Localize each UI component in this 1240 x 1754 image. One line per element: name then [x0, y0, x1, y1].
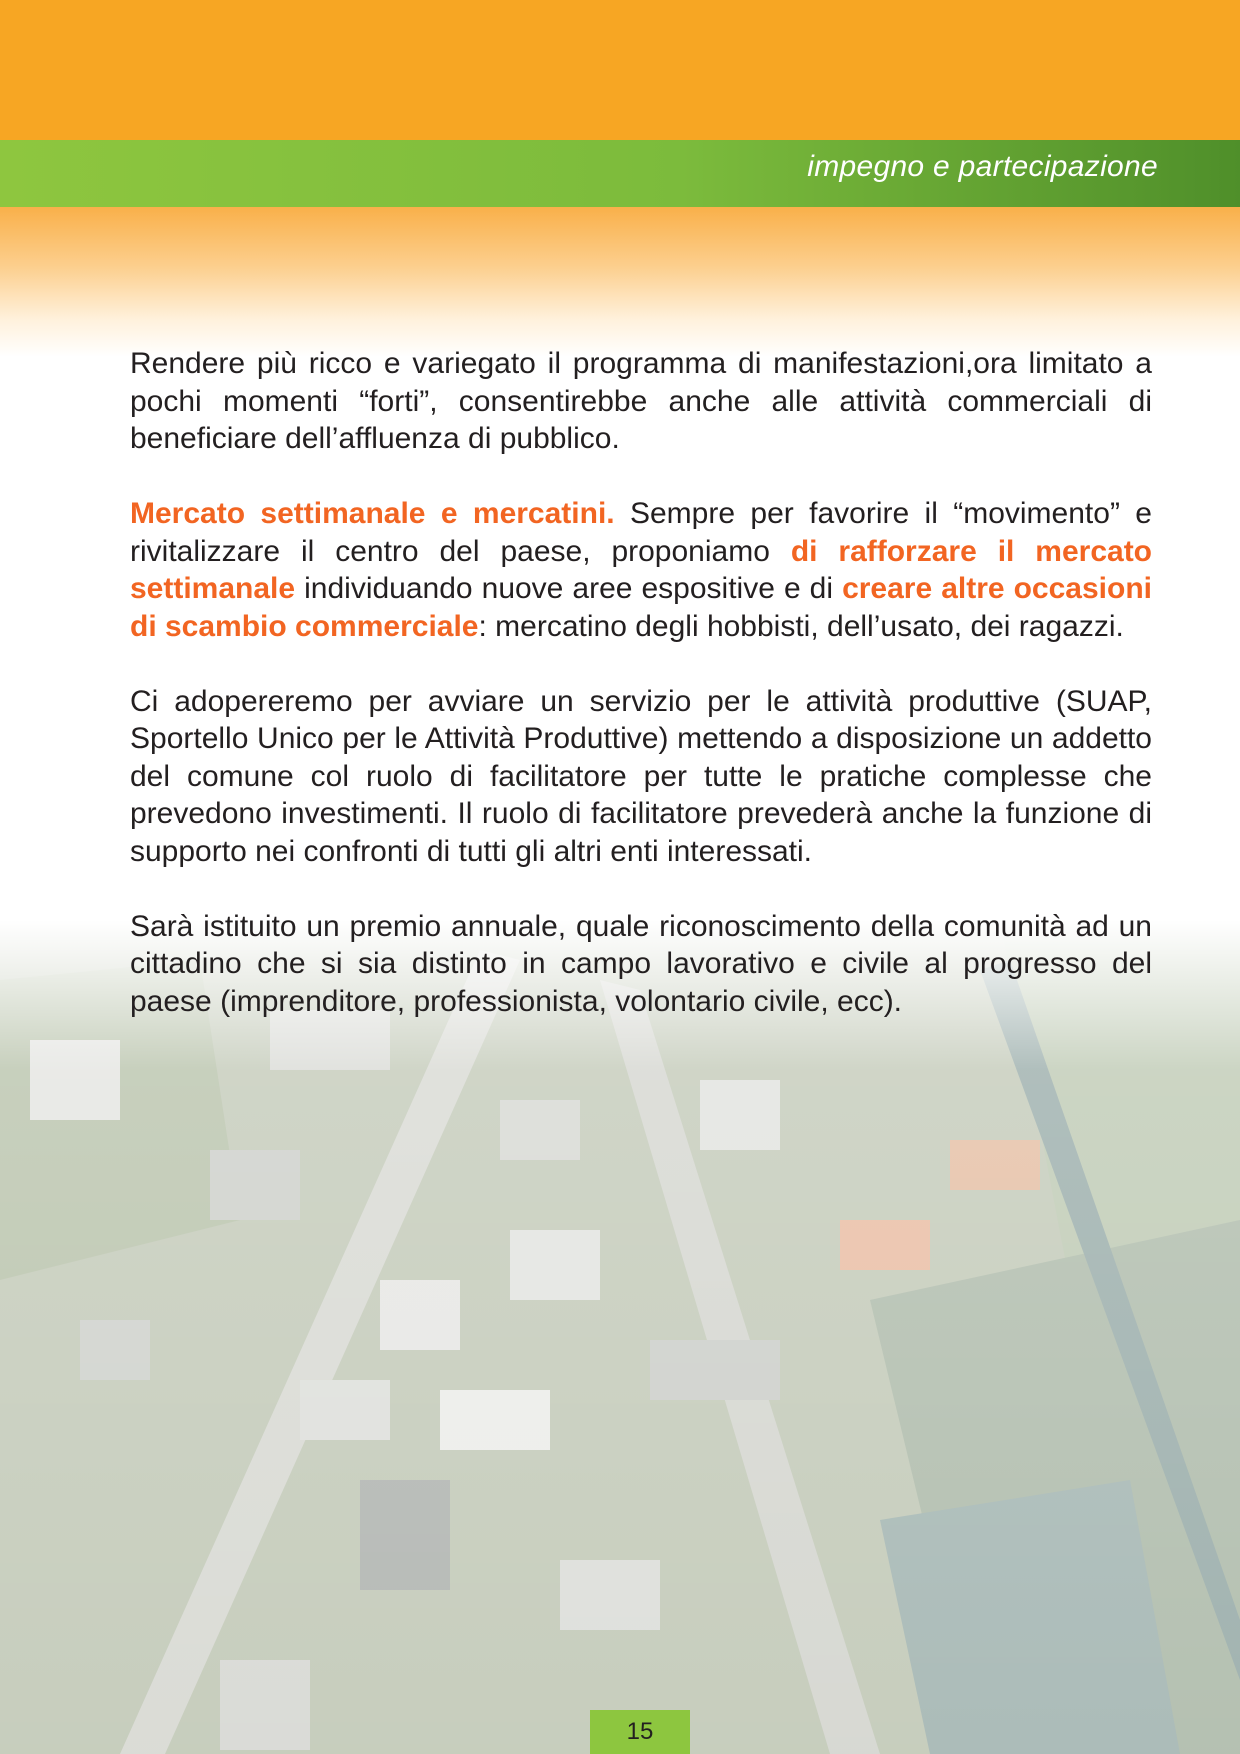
section-title: impegno e partecipazione [807, 150, 1158, 183]
paragraph-2-text-3: : mercatino degli hobbisti, dell’usato, dei ragazzi. [478, 609, 1124, 643]
header-gradient-fade [0, 207, 1240, 357]
paragraph-3: Ci adopereremo per avviare un servizio per le attività produttive (SUAP, Sportello Unico per le Attività Produttive) mettendo a disposizione un addetto del comune col ruolo di facilitatore per tutte le pratiche complesse che prevedono investimenti. Il ruolo di facilitatore prevederà anche la funzione di supporto nei confronti di tutti gli altri enti interessati. [130, 684, 1152, 868]
highlight-lead: Mercato settimanale e mercatini. [130, 497, 615, 530]
paragraph-4: Sarà istituito un premio annuale, quale riconoscimento della comunità ad un cittadino che si sia distinto in campo lavorativo e civile al progresso del paese (imprenditore, professionista, volontario civile, ecc). [130, 909, 1152, 1018]
highlight-2: creare altre occasioni di scambio commerciale [130, 572, 1152, 643]
paragraph-2 [130, 495, 1152, 645]
highlight-1: di rafforzare il mercato settimanale [130, 534, 1153, 605]
header-orange-band [0, 0, 1240, 140]
paragraph-2-text-1: Sempre per favorire il “movimento” e rivitalizzare il centro del paese, proponiamo [130, 497, 1152, 568]
page-number: 15 [590, 1710, 690, 1754]
body-text [130, 345, 1152, 1058]
paragraph-1: Rendere più ricco e variegato il programma di manifestazioni,ora limitato a pochi momenti “forti”, consentirebbe anche alle attività commerciali di beneficiare dell’affluenza di pubblico. [130, 347, 1152, 455]
paragraph-2-text-2: individuando nuove aree espositive e di [295, 572, 843, 605]
